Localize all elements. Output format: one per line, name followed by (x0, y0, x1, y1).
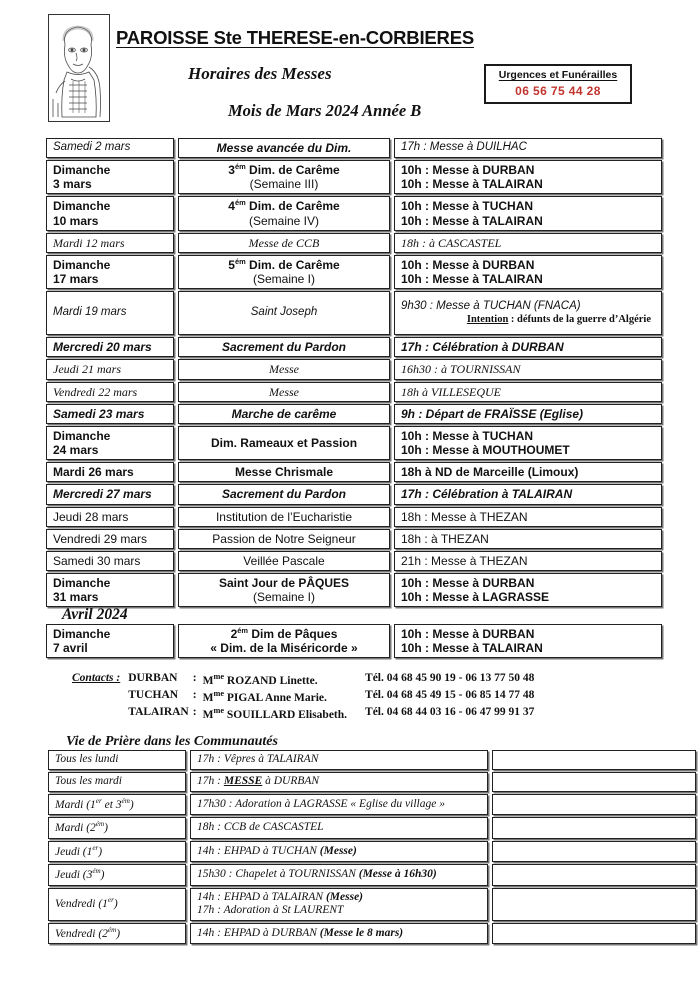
schedule-date-text: Dimanche (53, 199, 111, 214)
schedule-info-cell (394, 359, 662, 379)
schedule-info-text: 10h : Messe à TALAIRAN (401, 177, 543, 192)
prayer-empty-cell (492, 750, 696, 770)
schedule-date-text: Vendredi 29 mars (53, 531, 148, 546)
schedule-info-cell (394, 291, 662, 335)
schedule-event-text: Marche de carême (231, 406, 337, 421)
schedule-info-cell (394, 551, 662, 571)
table-row (46, 573, 662, 607)
schedule-event-text: $3^{ém}$ Dim. de Carême (228, 162, 340, 178)
table-row (46, 138, 662, 158)
madame-abbrev: me (213, 672, 225, 681)
schedule-date-cell (46, 529, 174, 549)
list-item (48, 864, 696, 885)
schedule-info-text: 18h : à THEZAN (401, 531, 489, 546)
schedule-event-cell (178, 507, 390, 527)
table-row (46, 624, 662, 658)
schedule-event-cell (178, 160, 390, 194)
list-item (48, 841, 696, 862)
schedule-info-text: 10h : Messe à DURBAN (401, 575, 535, 590)
schedule-info-cell (394, 382, 662, 402)
prayer-day-cell (48, 772, 186, 792)
schedule-info-text: 10h : Messe à TUCHAN (401, 199, 534, 214)
prayer-life-table (48, 750, 696, 946)
schedule-date-text: Vendredi 22 mars (53, 384, 138, 399)
prayer-day-cell (48, 794, 186, 815)
schedule-date-cell (46, 337, 174, 357)
schedule-info-cell (394, 404, 662, 424)
schedule-event-cell (178, 462, 390, 482)
schedule-date-cell (46, 255, 174, 289)
schedule-event-text: Saint Joseph (250, 306, 318, 319)
schedule-date-text: Samedi 30 mars (53, 553, 141, 568)
schedule-info-text: 10h : Messe à TUCHAN (401, 428, 534, 443)
prayer-day-text: Vendredi $(2^{ém})$ (55, 925, 121, 940)
schedule-date-cell (46, 507, 174, 527)
schedule-date-text: Mardi 12 mars (53, 235, 125, 250)
april-schedule-table (46, 624, 662, 660)
list-item (48, 923, 696, 944)
schedule-event-text: « Dim. de la Miséricorde » (210, 641, 358, 656)
schedule-event-cell (178, 529, 390, 549)
list-item (48, 817, 696, 838)
table-row (46, 484, 662, 504)
table-row (46, 551, 662, 571)
list-item (48, 794, 696, 815)
prayer-text-line: 17h : Vêpres à TALAIRAN (197, 753, 319, 766)
schedule-info-cell (394, 462, 662, 482)
schedule-event-text: Messe de CCB (248, 235, 320, 250)
prayer-day-cell (48, 888, 186, 921)
table-row (46, 529, 662, 549)
contact-colon: : (192, 705, 197, 718)
prayer-text-line: 18h : CCB de CASCASTEL (197, 821, 324, 834)
schedule-event-cell (178, 233, 390, 253)
subtitle-horaires: Horaires des Messes (188, 64, 332, 83)
contact-colon: : (192, 688, 197, 701)
prayer-text-cell (190, 888, 488, 921)
schedule-event-cell (178, 255, 390, 289)
table-row (46, 160, 662, 194)
schedule-date-text: Mercredi 27 mars (53, 487, 152, 502)
schedule-info-text: 18h à ND de Marceille (Limoux) (401, 465, 579, 480)
schedule-event-text: Messe avancée du Dim. (216, 141, 352, 155)
prayer-day-text: Tous les mardi (55, 775, 122, 788)
schedule-info-text: 10h : Messe à TALAIRAN (401, 641, 543, 656)
schedule-event-text: Veillée Pascale (243, 553, 325, 568)
schedule-info-text: 10h : Messe à MOUTHOUMET (401, 443, 570, 458)
schedule-info-cell (394, 337, 662, 357)
contact-phone: Tél. 04 68 45 90 19 - 06 13 77 50 48 (365, 672, 535, 684)
schedule-info-text: Intention : défunts de la guerre d’Algérie (466, 313, 651, 325)
prayer-day-text: Mardi $(2^{ém})$ (55, 820, 108, 835)
prayer-text-line: 17h30 : Adoration à LAGRASSE « Eglise du village » (197, 797, 445, 810)
schedule-date-text: 3 mars (53, 177, 92, 192)
schedule-event-cell (178, 573, 390, 607)
schedule-event-cell (178, 337, 390, 357)
schedule-date-text: 24 mars (53, 443, 99, 458)
schedule-event-text: Sacrement du Pardon (221, 340, 347, 355)
schedule-info-text: 10h : Messe à TALAIRAN (401, 213, 543, 228)
prayer-text-line: 17h : Adoration à St LAURENT (197, 904, 344, 917)
list-item (48, 772, 696, 792)
schedule-event-text: Institution de l’Eucharistie (215, 509, 353, 524)
prayer-text-line: 14h : EHPAD à TUCHAN (Messe) (197, 844, 357, 857)
schedule-date-cell (46, 551, 174, 571)
schedule-date-cell (46, 291, 174, 335)
table-row (46, 404, 662, 424)
schedule-info-cell (394, 507, 662, 527)
contact-row (72, 689, 534, 706)
subtitle-month-year: Mois de Mars 2024 Année B (228, 101, 422, 120)
schedule-info-text: 9h : Départ de FRAÏSSE (Eglise) (401, 406, 584, 421)
schedule-event-cell (178, 551, 390, 571)
prayer-text-cell (190, 772, 488, 792)
prayer-empty-cell (492, 864, 696, 885)
prayer-text-line: 14h : EHPAD à DURBAN (Messe le 8 mars) (197, 926, 404, 939)
schedule-info-text: 10h : Messe à DURBAN (401, 163, 535, 178)
schedule-date-text: 31 mars (53, 590, 99, 605)
schedule-event-text: Messe Chrismale (234, 465, 334, 480)
prayer-day-cell (48, 841, 186, 862)
schedule-date-cell (46, 462, 174, 482)
schedule-date-cell (46, 160, 174, 194)
contacts-label: Contacts : (72, 672, 121, 684)
schedule-event-text: $2^{ém}$ Dim de Pâques (230, 626, 338, 641)
contact-row (72, 706, 534, 723)
prayer-day-cell (48, 750, 186, 770)
schedule-date-text: Dimanche (53, 163, 111, 178)
schedule-date-text: Dimanche (53, 428, 111, 443)
schedule-event-text: (Semaine III) (249, 177, 319, 192)
prayer-text-cell (190, 750, 488, 770)
contact-name: $M^{me}$ SOUILLARD Elisabeth. (202, 705, 348, 721)
schedule-event-cell (178, 426, 390, 460)
prayer-day-text: Tous les lundi (55, 753, 119, 766)
schedule-info-cell (394, 624, 662, 658)
schedule-date-cell (46, 404, 174, 424)
schedule-event-cell (178, 382, 390, 402)
table-row (46, 507, 662, 527)
schedule-info-text: 10h : Messe à DURBAN (401, 627, 535, 641)
prayer-empty-cell (492, 794, 696, 815)
schedule-info-text: 16h30 : à TOURNISSAN (401, 362, 521, 377)
schedule-date-cell (46, 359, 174, 379)
schedule-info-text: 18h : à CASCASTEL (401, 235, 502, 250)
schedule-info-cell (394, 484, 662, 504)
schedule-event-cell (178, 196, 390, 230)
table-row (46, 233, 662, 253)
schedule-date-text: Jeudi 21 mars (53, 362, 121, 377)
schedule-info-text: 21h : Messe à THEZAN (401, 553, 528, 568)
schedule-event-text: Saint Jour de PÂQUES (218, 575, 350, 590)
prayer-text-line: 15h30 : Chapelet à TOURNISSAN (Messe à 16h30) (197, 868, 437, 881)
table-row (46, 426, 662, 460)
list-item (48, 750, 696, 770)
contacts-label (72, 689, 128, 706)
prayer-text-cell (190, 841, 488, 862)
schedule-event-text: Messe (269, 384, 299, 399)
schedule-info-cell (394, 529, 662, 549)
schedule-date-cell (46, 382, 174, 402)
prayer-day-cell (48, 817, 186, 838)
table-row (46, 337, 662, 357)
schedule-info-text: 17h : Célébration à TALAIRAN (401, 487, 573, 502)
schedule-info-text: 10h : Messe à LAGRASSE (401, 590, 550, 605)
schedule-info-cell (394, 196, 662, 230)
contact-phone: Tél. 04 68 45 49 15 - 06 85 14 77 48 (365, 688, 535, 701)
table-row (46, 291, 662, 335)
schedule-date-text: Samedi 2 mars (53, 141, 131, 154)
contact-town: TALAIRAN (128, 705, 189, 718)
schedule-info-cell (394, 233, 662, 253)
prayer-text-cell (190, 817, 488, 838)
prayer-text-line: 17h : MESSE à DURBAN (197, 775, 320, 788)
schedule-event-text: Passion de Notre Seigneur (212, 531, 356, 546)
page-title: PAROISSE Ste THERESE-en-CORBIERES (116, 27, 474, 48)
schedule-date-cell (46, 484, 174, 504)
list-item (48, 888, 696, 921)
schedule-date-text: Jeudi 28 mars (53, 509, 129, 524)
prayer-day-text: Jeudi $(3^{ém})$ (55, 867, 105, 881)
schedule-event-text: Sacrement du Pardon (221, 487, 347, 502)
madame-abbrev: me (213, 688, 225, 698)
schedule-date-text: Samedi 23 mars (53, 406, 145, 421)
schedule-date-cell (46, 138, 174, 158)
contacts-block (72, 672, 534, 722)
schedule-event-text: Dim. Rameaux et Passion (210, 435, 358, 450)
contact-town: DURBAN (128, 672, 178, 684)
schedule-event-cell (178, 484, 390, 504)
schedule-date-text: 7 avril (53, 641, 88, 656)
contacts-label (72, 706, 128, 723)
table-row (46, 196, 662, 230)
table-row (46, 382, 662, 402)
schedule-event-text: (Semaine I) (252, 590, 316, 605)
schedule-date-cell (46, 624, 174, 658)
prayer-day-text: Mardi (1er et $3^{ém}$) (55, 797, 134, 811)
schedule-info-cell (394, 138, 662, 158)
schedule-info-text: 17h : Messe à DUILHAC (401, 141, 527, 154)
prayer-day-cell (48, 923, 186, 944)
madame-abbrev: me (213, 705, 225, 715)
portrait-sainte-therese-icon (48, 14, 110, 122)
schedule-event-text: $5^{ém}$ Dim. de Carême (228, 256, 340, 272)
schedule-info-cell (394, 160, 662, 194)
prayer-text-cell (190, 864, 488, 885)
schedule-date-text: Dimanche (53, 627, 111, 641)
prayer-empty-cell (492, 772, 696, 792)
contact-row (72, 672, 534, 689)
schedule-event-cell (178, 624, 390, 658)
schedule-info-text: 9h30 : Messe à TUCHAN (FNACA) (401, 300, 581, 313)
schedule-info-text: 17h : Célébration à DURBAN (401, 340, 564, 355)
prayer-text-cell (190, 923, 488, 944)
schedule-date-cell (46, 233, 174, 253)
schedule-info-cell (394, 255, 662, 289)
schedule-date-cell (46, 426, 174, 460)
schedule-info-cell (394, 426, 662, 460)
table-row (46, 359, 662, 379)
schedule-info-cell (394, 573, 662, 607)
schedule-info-text: 10h : Messe à DURBAN (401, 257, 535, 272)
emergency-phone-number: 06 56 75 44 28 (515, 84, 601, 98)
schedule-event-text: Messe (269, 362, 299, 377)
prayer-empty-cell (492, 888, 696, 921)
contact-name: $M^{me}$ PIGAL Anne Marie. (202, 688, 327, 704)
schedule-date-text: Mardi 19 mars (53, 306, 127, 319)
contact-town: TUCHAN (128, 688, 179, 701)
schedule-date-text: Mercredi 20 mars (53, 340, 152, 355)
schedule-info-text: 18h à VILLESEQUE (401, 384, 501, 399)
schedule-date-text: 17 mars (53, 272, 99, 287)
contact-colon: : (192, 672, 197, 684)
table-row (46, 462, 662, 482)
schedule-info-text: 10h : Messe à TALAIRAN (401, 272, 543, 287)
schedule-event-text: $4^{ém}$ Dim. de Carême (228, 198, 340, 214)
schedule-event-cell (178, 291, 390, 335)
emergency-label: Urgences et Funérailles (498, 69, 618, 81)
schedule-date-cell (46, 573, 174, 607)
prayer-text-cell (190, 794, 488, 815)
prayer-empty-cell (492, 923, 696, 944)
schedule-event-cell (178, 404, 390, 424)
schedule-event-text: (Semaine IV) (248, 213, 320, 228)
emergency-contact-box (484, 64, 632, 104)
contact-name: $M^{me}$ ROZAND Linette. (202, 672, 318, 687)
april-section-title: Avril 2024 (62, 606, 128, 623)
prayer-day-text: Vendredi (1er) (55, 896, 118, 911)
schedule-event-cell (178, 359, 390, 379)
prayer-empty-cell (492, 817, 696, 838)
contact-phone: Tél. 04 68 44 03 16 - 06 47 99 91 37 (365, 705, 535, 718)
schedule-event-cell (178, 138, 390, 158)
prayer-text-line: 14h : EHPAD à TALAIRAN (Messe) (197, 890, 363, 903)
table-row (46, 255, 662, 289)
schedule-date-text: 10 mars (53, 213, 99, 228)
schedule-date-cell (46, 196, 174, 230)
prayer-day-text: Jeudi (1er) (55, 843, 103, 858)
schedule-date-text: Dimanche (53, 575, 111, 590)
schedule-event-text: (Semaine I) (252, 272, 316, 287)
schedule-info-text: 18h : Messe à THEZAN (401, 509, 528, 524)
prayer-day-cell (48, 864, 186, 885)
mass-schedule-table (46, 138, 662, 609)
schedule-date-text: Mardi 26 mars (53, 465, 134, 480)
document-header (0, 0, 700, 122)
prayer-empty-cell (492, 841, 696, 862)
prayer-life-section-title: Vie de Prière dans les Communautés (66, 734, 278, 749)
schedule-date-text: Dimanche (53, 257, 111, 272)
